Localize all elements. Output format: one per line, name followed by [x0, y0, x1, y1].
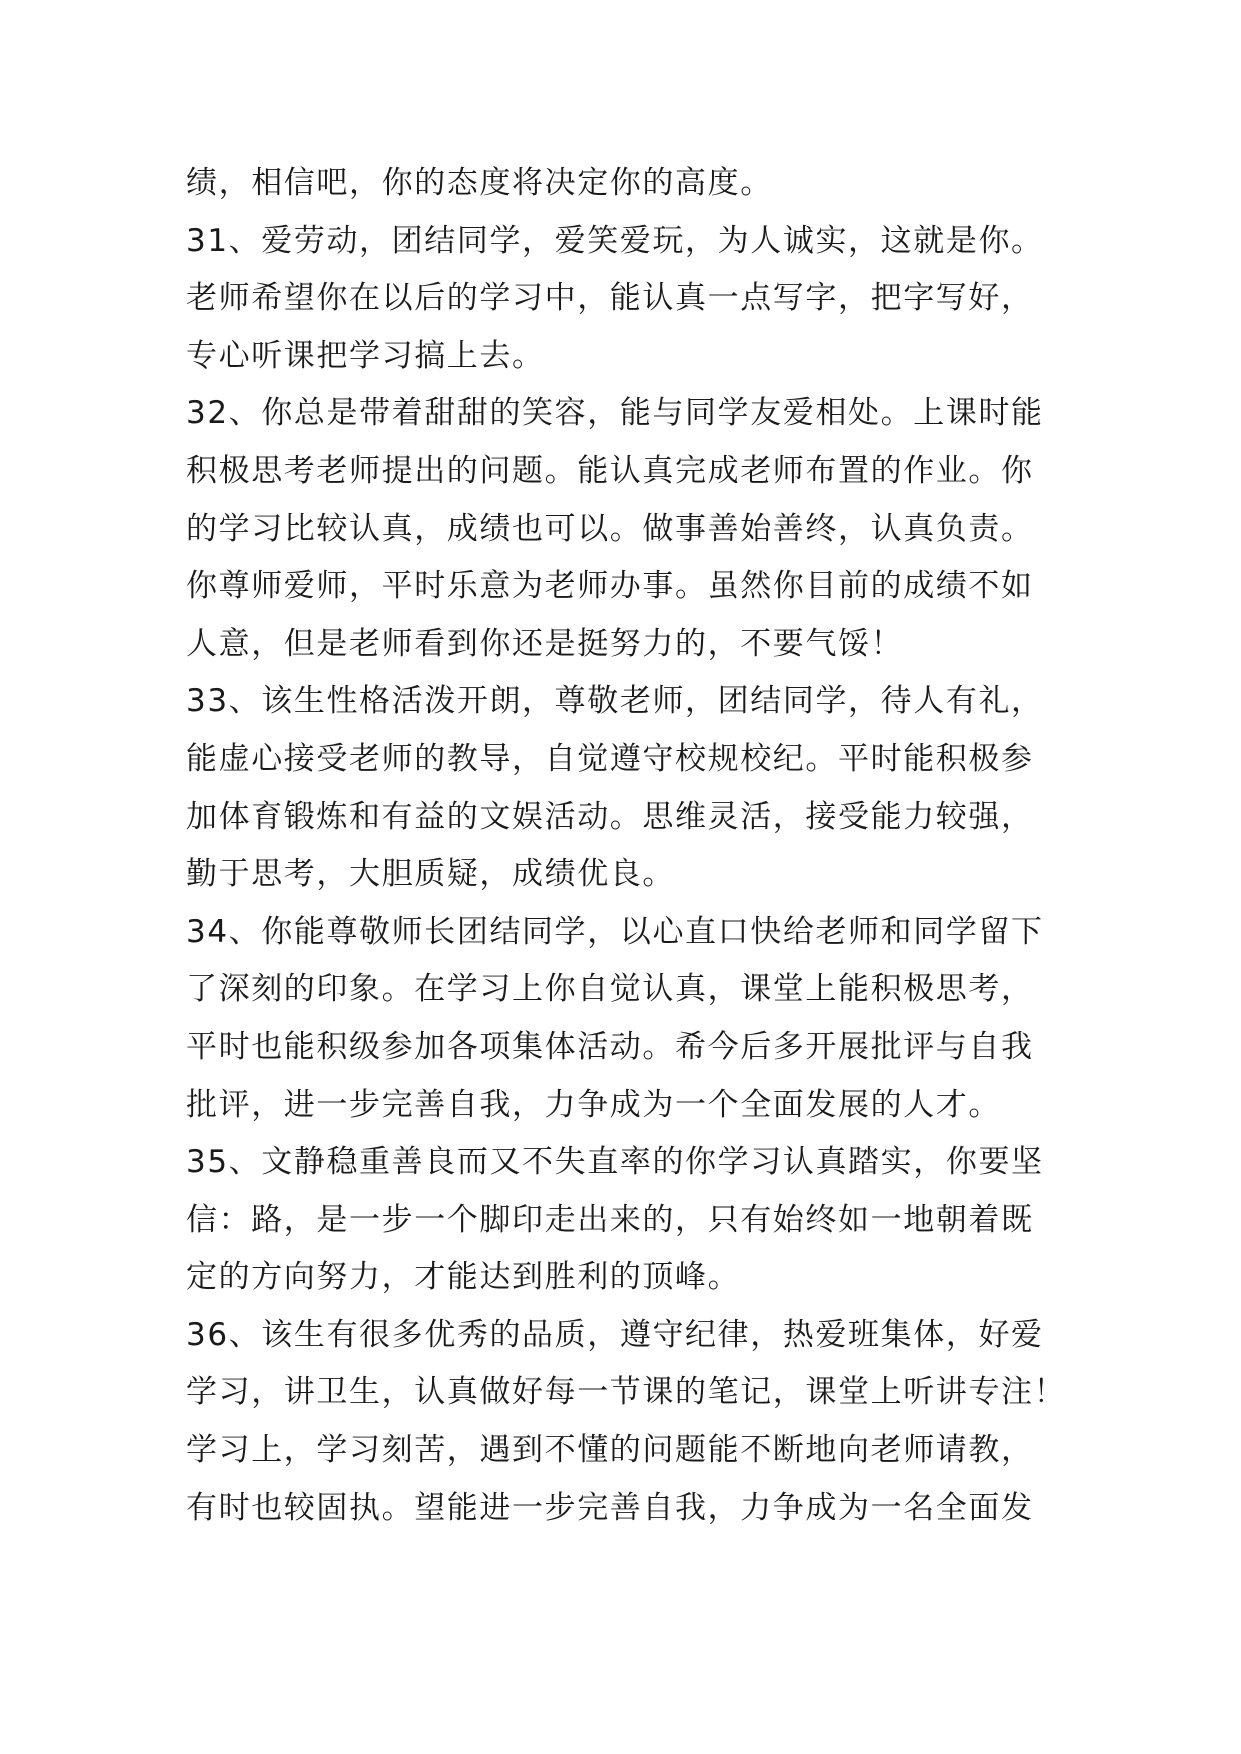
text-line: 学习，讲卫生，认真做好每一节课的笔记，课堂上听讲专注！ [186, 1374, 1067, 1411]
text-line: 35、文静稳重善良而又不失直率的你学习认真踏实，你要坚 [186, 1144, 1044, 1181]
document-body [186, 155, 1086, 1537]
text-line: 36、该生有很多优秀的品质，遵守纪律，热爱班集体，好爱 [186, 1316, 1044, 1353]
text-line: 31、爱劳动，团结同学，爱笑爱玩，为人诚实，这就是你。 [186, 222, 1044, 259]
text-line: 信：路，是一步一个脚印走出来的，只有始终如一地朝着既 [186, 1201, 1034, 1238]
text-line: 34、你能尊敬师长团结同学，以心直口快给老师和同学留下 [186, 913, 1044, 950]
text-line: 勤于思考，大胆质疑，成绩优良。 [186, 856, 675, 893]
text-line: 积极思考老师提出的问题。能认真完成老师布置的作业。你 [186, 452, 1034, 489]
text-line: 学习上，学习刻苦，遇到不懂的问题能不断地向老师请教， [186, 1432, 1034, 1469]
text-line: 了深刻的印象。在学习上你自觉认真，课堂上能积极思考， [186, 971, 1034, 1008]
text-line: 批评，进一步完善自我，力争成为一个全面发展的人才。 [186, 1086, 1001, 1123]
text-line: 人意，但是老师看到你还是挺努力的，不要气馁！ [186, 625, 904, 662]
text-line: 33、该生性格活泼开朗，尊敬老师，团结同学，待人有礼， [186, 683, 1044, 720]
text-line: 有时也较固执。望能进一步完善自我，力争成为一名全面发 [186, 1489, 1034, 1526]
text-line: 专心听课把学习搞上去。 [186, 337, 545, 374]
text-line: 的学习比较认真，成绩也可以。做事善始善终，认真负责。 [186, 510, 1034, 547]
text-line: 加体育锻炼和有益的文娱活动。思维灵活，接受能力较强， [186, 798, 1034, 835]
text-line: 平时也能积级参加各项集体活动。希今后多开展批评与自我 [186, 1028, 1034, 1065]
text-line: 老师希望你在以后的学习中，能认真一点写字，把字写好， [186, 280, 1034, 317]
text-line: 32、你总是带着甜甜的笑容，能与同学友爱相处。上课时能 [186, 395, 1044, 432]
text-line: 能虚心接受老师的教导，自觉遵守校规校纪。平时能积极参 [186, 740, 1034, 777]
text-line: 你尊师爱师，平时乐意为老师办事。虽然你目前的成绩不如 [186, 568, 1034, 605]
text-line: 定的方向努力，才能达到胜利的顶峰。 [186, 1259, 741, 1296]
text-line: 绩，相信吧，你的态度将决定你的高度。 [186, 165, 773, 201]
